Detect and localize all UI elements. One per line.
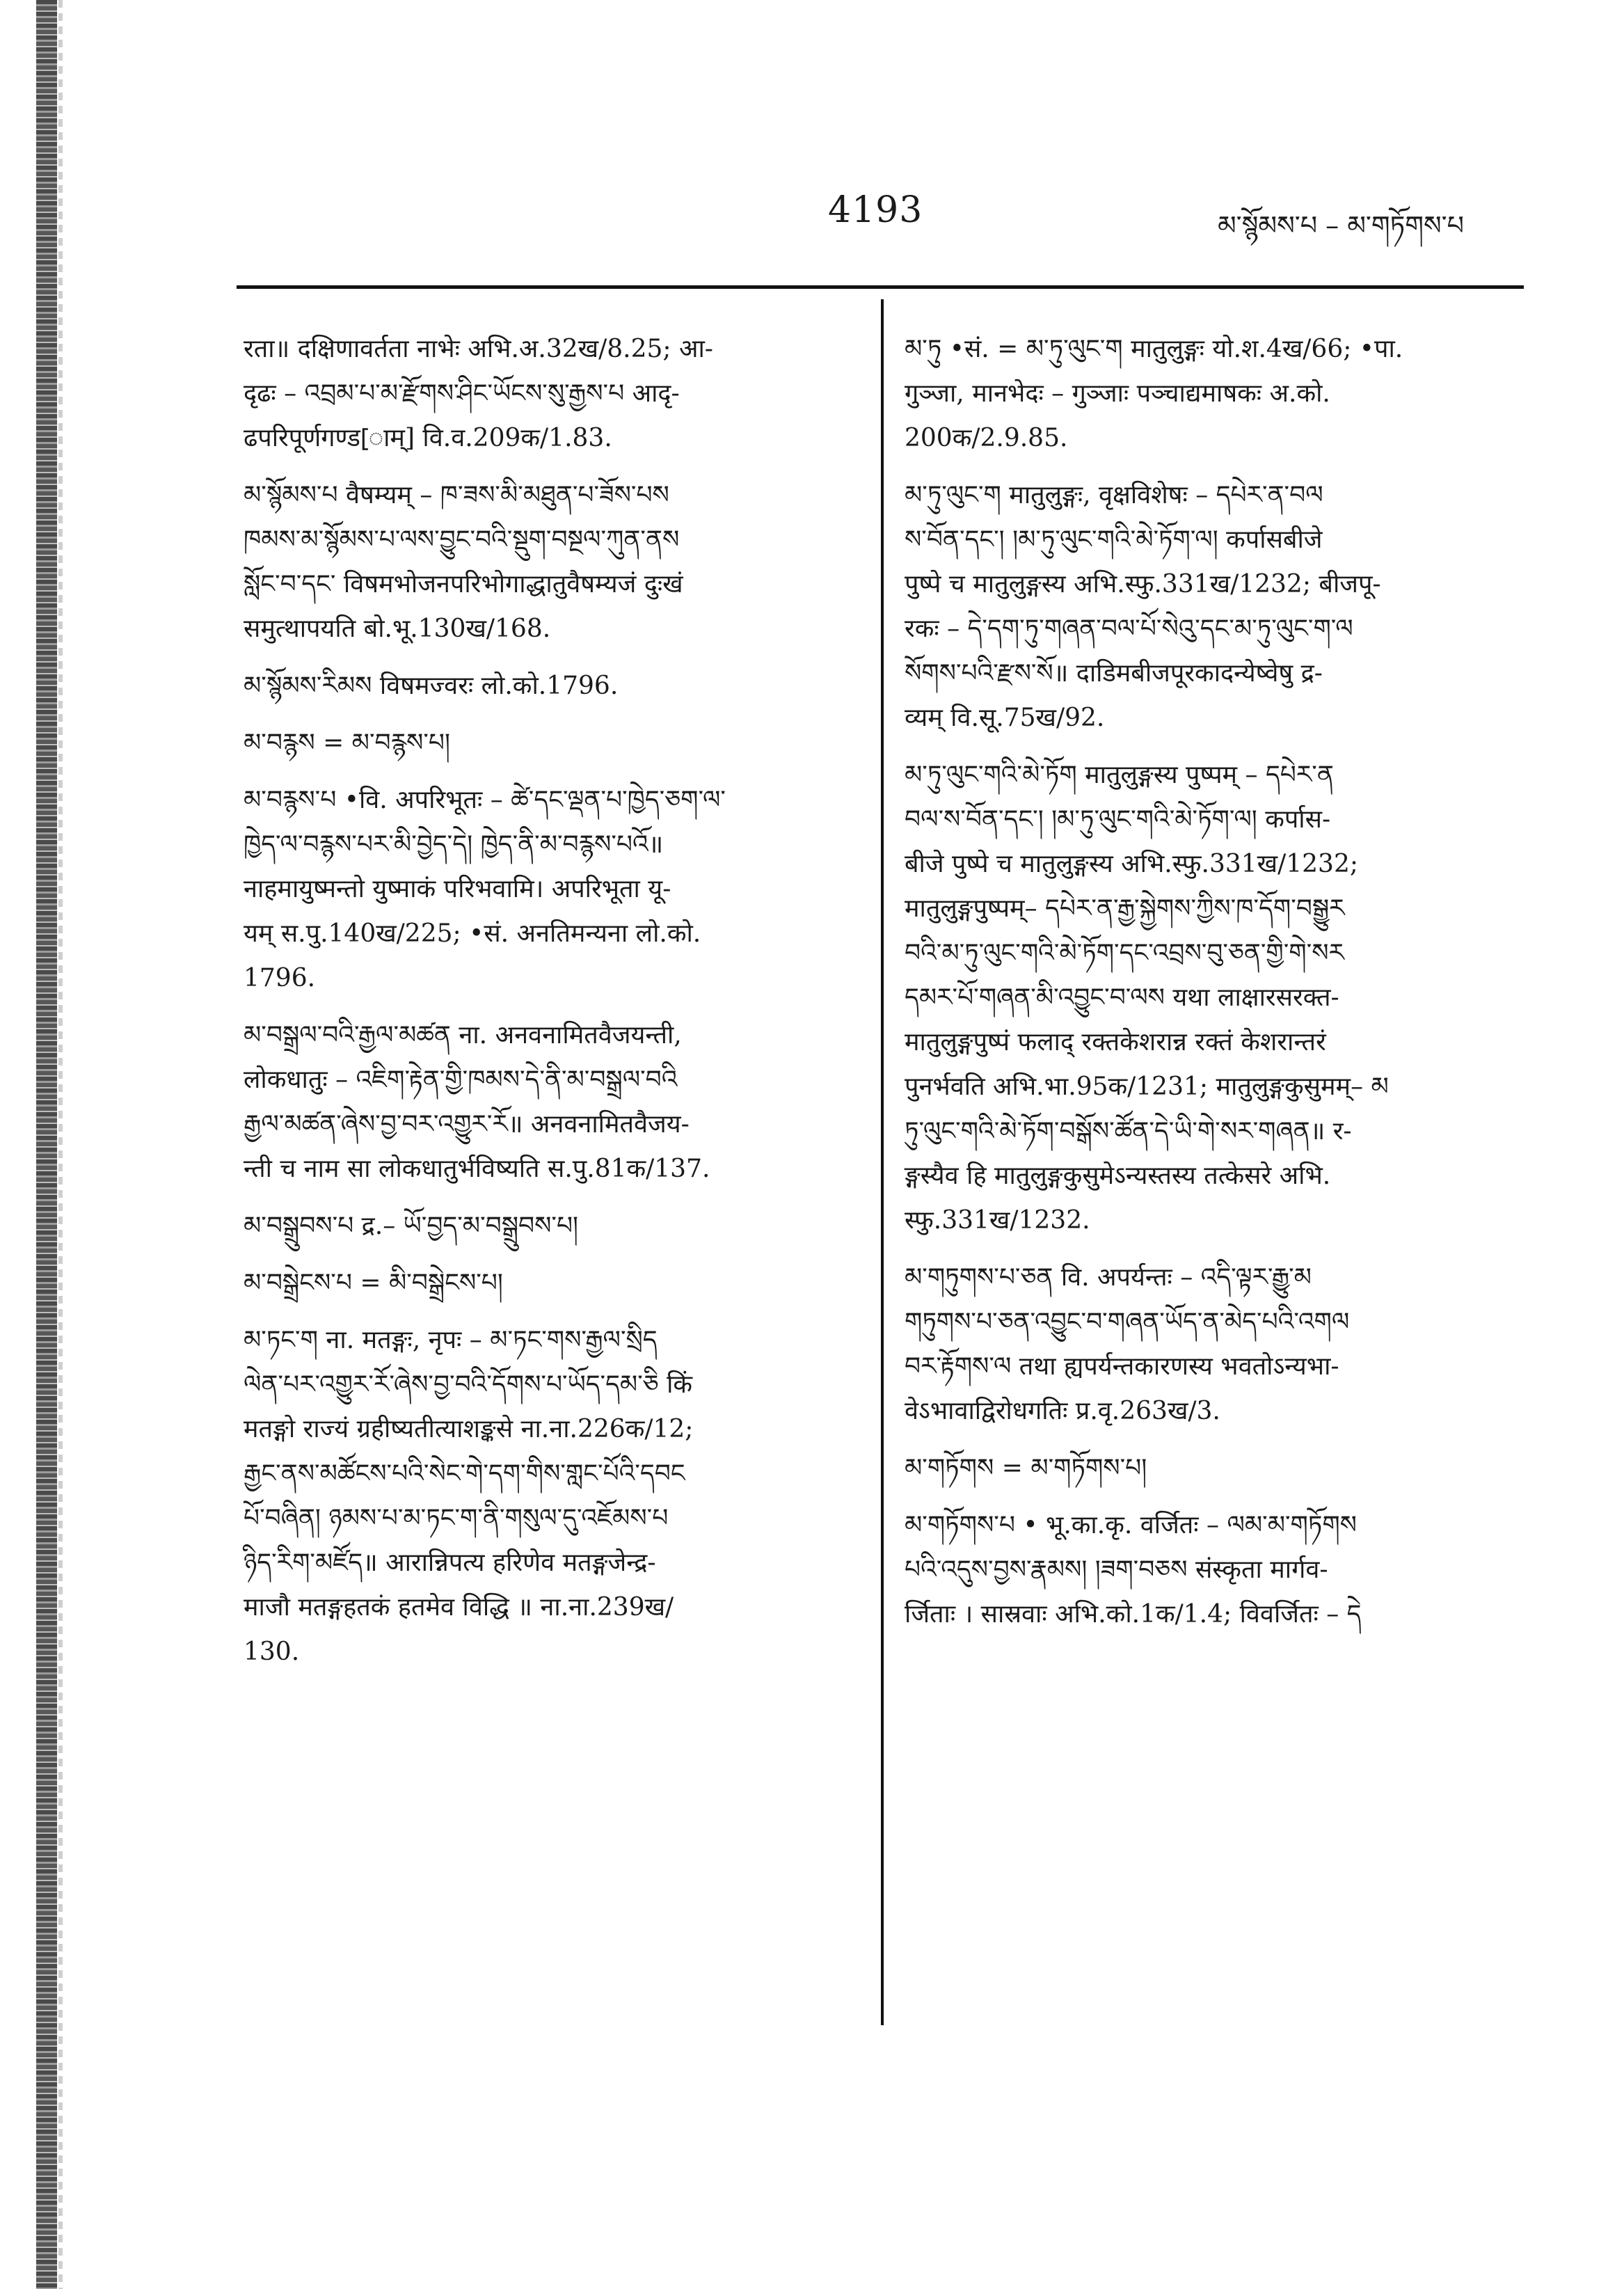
dictionary-entry [905,1446,1524,1491]
entry-line: 1796. [244,964,316,992]
entry-line: र्जिताः । सास्रवाः अभि.को.1क/1.4; विवर्जितः – དེ [905,1600,1362,1629]
entry-line: བའི་མ་ཏུ་ལུང་གའི་མེ་ཏོག་དང་འབྲས་བུ་ཅན་གྱི་གེ་སར [905,939,1344,967]
entry-line: མ་ཏུ •सं. = མ་ཏུ་ལུང་ག मातुलुङ्गः यो.श.4ख/66; •पा. [905,335,1403,363]
entry-line: मतङ्गो राज्यं ग्रहीष्यतीत्याशङ्कसे ना.ना.226क/12; [244,1415,694,1443]
entry-line: ལེན་པར་འགྱུར་རོ་ཞེས་བྱ་བའི་དོགས་པ་ཡོད་དམ་ཅི किं [244,1370,693,1399]
dictionary-entry [905,1256,1524,1434]
entry-line: ཁམས་མ་སྙོམས་པ་ལས་བྱུང་བའི་སྡུག་བསྔལ་ཀུན་ནས [244,525,680,554]
entry-line: ཉིད་རིག་མཛོད॥ आरान्निपत्य हरिणेव मतङ्गजेन्द्र- [244,1549,656,1577]
entry-line: པའི་འདུས་བྱས་རྣམས། །ཟག་བཅས संस्कृता मार्गव- [905,1555,1328,1584]
scan-binding-shadow [58,0,63,2289]
entry-line: མ་བསྒྲུབས་པ द्र.– ཡོ་བྱད་མ་བསྒྲུབས་པ། [244,1212,579,1240]
dictionary-entry [244,664,856,708]
entry-line: 130. [244,1638,300,1666]
dictionary-entry [244,721,856,766]
header-rule [237,285,1524,289]
entry-line: བར་རྟོགས་ལ तथा ह्यपर्यन्तकारणस्य भवतोऽन्यभा- [905,1352,1339,1381]
entry-line: མ་བརྙས་པ •वि. अपरिभूतः – ཚེ་དང་ལྡན་པ་ཁྱེད་ཅག་ལ་ [244,786,726,814]
dictionary-entry [244,473,856,651]
entry-line: ཁྱེད་ལ་བརྙས་པར་མི་བྱེད་དེ། ཁྱེད་ནི་མ་བརྙས་པའོ॥ [244,830,664,859]
dictionary-entry [905,327,1524,461]
entry-line: རྒྱང་ནས་མཚོངས་པའི་སེང་གེ་དག་གིས་གླང་པོའི་དབང [244,1459,685,1488]
entry-line: མ་གཏོགས་པ • भू.का.कृ. वर्जितः – ལམ་མ་གཏོགས [905,1511,1357,1539]
dictionary-entry [905,753,1524,1243]
dictionary-entry [244,1318,856,1674]
entry-line: बीजे पुष्पे च मातुलुङ्गस्य अभि.स्फु.331ख/1232; [905,850,1358,878]
entry-line: མ་ཏུ་ལུང་གའི་མེ་ཏོག मातुलुङ्गस्य पुष्पम् – དཔེར་ན [905,761,1334,789]
entry-line: स्फु.331ख/1232. [905,1206,1090,1235]
entry-line: མ་ཏང་ག ना. मतङ्गः, नृपः – མ་ཏང་གས་རྒྱལ་སྲིད [244,1326,658,1354]
dictionary-entry [905,1503,1524,1637]
entry-line: मातुलुङ्गपुष्पम्– དཔེར་ན་རྒྱ་སྐྱེགས་ཀྱིས་ཁ་དོག་བསྒྱུར [905,894,1345,923]
scan-binding-edge [36,0,57,2289]
entry-line: ས་བོན་དང་། །མ་ཏུ་ལུང་གའི་མེ་ཏོག་ལ། कर्पासबीजे [905,525,1323,554]
dictionary-entry [244,327,856,461]
entry-line: रकः – དེ་དག་ཏུ་གཞན་བལ་པོ་སེའུ་དང་མ་ཏུ་ལུང་ག་ལ [905,615,1353,643]
entry-line: མ་གཏུགས་པ་ཅན वि. अपर्यन्तः – འདི་ལྟར་རྒྱུ་མ [905,1263,1312,1292]
entry-line: མ་བརྙས = མ་བརྙས་པ། [244,729,450,757]
entry-line: पुनर्भवति अभि.भा.95क/1231; मातुलुङ्गकुसुमम्– མ [905,1072,1389,1101]
entry-line: དམར་པོ་གཞན་མི་འབྱུང་བ་ལས यथा लाक्षारसरक्त- [905,983,1339,1012]
entry-line: སློང་བ་དང་ विषमभोजनपरिभोगाद्धातुवैषम्यजं दुःखं [244,570,683,599]
entry-line: ཏུ་ལུང་གའི་མེ་ཏོག་བསྒོས་ཚོན་དེ་ཡི་གེ་སར་གཞན॥ र- [905,1117,1352,1146]
entry-line: ङ्गस्यैव हि मातुलुङ्गकुसुमेऽन्यस्तस्य तत्केसरे अभि. [905,1162,1331,1190]
entry-line: पुष्पे च मातुलुङ्गस्य अभि.स्फु.331ख/1232; बीजपू- [905,570,1381,599]
dictionary-entry [905,473,1524,740]
entry-line: མ་བསྒྲལ་བའི་རྒྱལ་མཚན ना. अनवनामितवैजयन्ती, [244,1021,682,1050]
entry-line: माजौ मतङ्गहतकं हतमेव विद्धि ॥ ना.ना.239ख/ [244,1593,674,1622]
entry-line: མ་གཏོགས = མ་གཏོགས་པ། [905,1454,1147,1482]
right-column [905,327,1524,1649]
entry-line: लोकधातुः – འཇིག་རྟེན་གྱི་ཁམས་དེ་ནི་མ་བསྒྲལ་བའི [244,1066,678,1094]
entry-line: यम् स.पु.140ख/225; •सं. अनतिमन्यना लो.को. [244,919,701,948]
dictionary-entry [244,1261,856,1306]
entry-line: མ་ཏུ་ལུང་ག मातुलुङ्गः, वृक्षविशेषः – དཔེར་ན་བལ [905,481,1323,509]
entry-line: པོ་བཞིན། ཉམས་པ་མ་ཏང་ག་ནི་གསུལ་དུ་འཇོམས་པ [244,1504,669,1532]
running-head: མ་སྙོམས་པ – མ་གཏོགས་པ [1218,210,1464,241]
dictionary-entry [244,1013,856,1191]
entry-line: གཏུགས་པ་ཅན་འབྱུང་བ་གཞན་ཡོད་ན་མེད་པའི་འགལ [905,1308,1350,1336]
column-divider [881,299,884,2025]
left-column [244,327,856,1687]
entry-line: दृढः – འབྲམ་པ་མ་རྫོགས་ཤིང་ཡོངས་སུ་རྒྱས་པ आदृ- [244,379,680,408]
entry-line: वेऽभावाद्विरोधगतिः प्र.वृ.263ख/3. [905,1397,1220,1425]
entry-line: समुत्थापयति बो.भू.130ख/168. [244,615,551,643]
entry-line: ढपरिपूर्णगण्ड[ाम्] वि.व.209क/1.83. [244,424,612,452]
entry-line: नाहमायुष्मन्तो युष्माकं परिभवामि। अपरिभूता यू- [244,875,671,903]
entry-line: རྒྱལ་མཚན་ཞེས་བྱ་བར་འགྱུར་རོ॥ अनवनामितवैजय- [244,1110,690,1139]
entry-line: སོགས་པའི་རྫས་སོ॥ दाडिमबीजपूरकादन्येष्वेषु द्र- [905,659,1323,688]
entry-line: མ་བསྒྲེངས་པ = མི་བསྒྲེངས་པ། [244,1269,503,1297]
dictionary-entry [244,1204,856,1249]
entry-line: བལ་ས་བོན་དང་། །མ་ཏུ་ལུང་གའི་མེ་ཏོག་ལ། कर्पास- [905,805,1331,834]
entry-line: रता॥ दक्षिणावर्तता नाभेः अभि.अ.32ख/8.25; आ- [244,335,713,363]
page-number: 4193 [828,189,923,231]
entry-line: མ་སྙོམས་རིམས विषमज्वरः लो.को.1796. [244,672,619,700]
dictionary-entry [244,778,856,1001]
entry-line: 200क/2.9.85. [905,424,1068,452]
entry-line: न्ती च नाम सा लोकधातुर्भविष्यति स.पु.81क/137. [244,1155,710,1183]
entry-line: मातुलुङ्गपुष्पं फलाद् रक्तकेशरान्न रक्तं केशरान्तरं [905,1028,1326,1056]
entry-line: गुञ्जा, मानभेदः – गुञ्जाः पञ्चाद्यमाषकः अ.को. [905,379,1330,408]
entry-line: མ་སྙོམས་པ वैषम्यम् – ཁ་ཟས་མི་མཐུན་པ་ཟོས་པས [244,481,669,509]
entry-line: व्यम् वि.सू.75ख/92. [905,704,1105,732]
